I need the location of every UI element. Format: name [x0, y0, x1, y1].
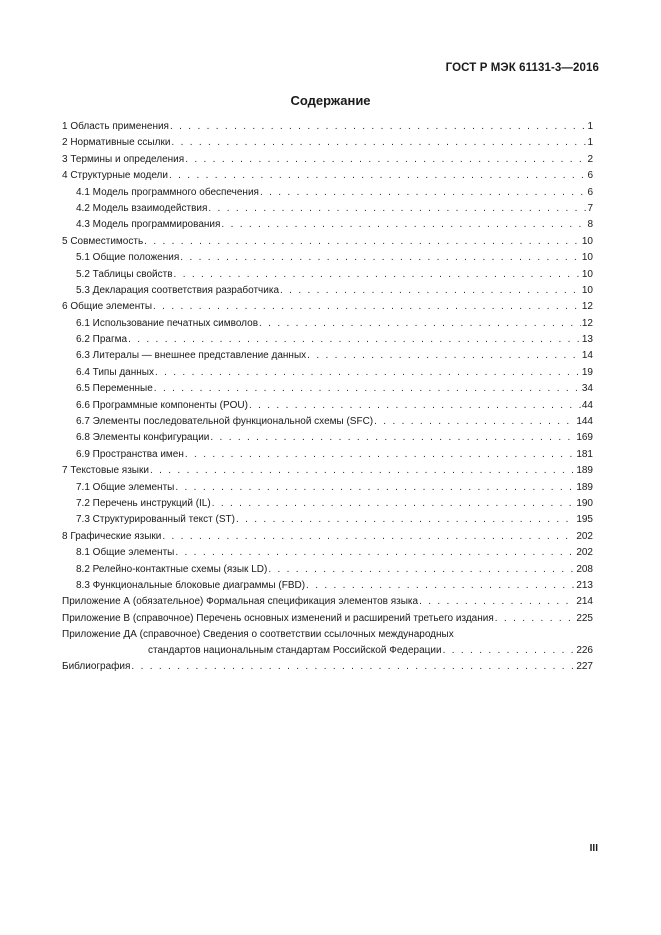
- toc-entry-6-4[interactable]: 6.4 Типы данных . . . 19: [62, 365, 593, 381]
- toc-entry-appendix-a[interactable]: Приложение А (обязательное) Формальная спецификация элементов языка . . . 214: [62, 594, 593, 610]
- toc-entry-appendix-da[interactable]: Приложение ДА (справочное) Сведения о соответствии ссылочных международных стандартов национальным стандартам Российской Федерации . . . 226: [62, 627, 593, 659]
- toc-entry-8[interactable]: 8 Графические языки . . . 202: [62, 529, 593, 545]
- toc-entry-4-2[interactable]: 4.2 Модель взаимодействия . . . 7: [62, 201, 593, 217]
- toc-entry-6-5[interactable]: 6.5 Переменные . . . 34: [62, 381, 593, 397]
- toc-entry-6-1[interactable]: 6.1 Использование печатных символов . . . 12: [62, 316, 593, 332]
- toc-entry-8-3[interactable]: 8.3 Функциональные блоковые диаграммы (FBD) . . . 213: [62, 578, 593, 594]
- toc-entry-5-2[interactable]: 5.2 Таблицы свойств . . . 10: [62, 267, 593, 283]
- toc-entry-8-1[interactable]: 8.1 Общие элементы . . . 202: [62, 545, 593, 561]
- toc-entry-4[interactable]: 4 Структурные модели . . . 6: [62, 168, 593, 184]
- toc-entry-5[interactable]: 5 Совместимость . . . 10: [62, 234, 593, 250]
- toc-entry-2[interactable]: 2 Нормативные ссылки . . . 1: [62, 135, 593, 151]
- toc-entry-6-7[interactable]: 6.7 Элементы последовательной функциональной схемы (SFC) . . . 144: [62, 414, 593, 430]
- toc-entry-5-3[interactable]: 5.3 Декларация соответствия разработчика . . . 10: [62, 283, 593, 299]
- toc-entry-6-8[interactable]: 6.8 Элементы конфигурации . . . 169: [62, 430, 593, 446]
- toc-entry-6-6[interactable]: 6.6 Программные компоненты (POU) . . . 44: [62, 398, 593, 414]
- toc-entry-6[interactable]: 6 Общие элементы . . . 12: [62, 299, 593, 315]
- toc-entry-1[interactable]: 1 Область применения . . . 1: [62, 119, 593, 135]
- toc-entry-6-9[interactable]: 6.9 Пространства имен . . . 181: [62, 447, 593, 463]
- document-code: ГОСТ Р МЭК 61131-3—2016: [445, 62, 599, 74]
- toc-entry-bibliography[interactable]: Библиография . . . 227: [62, 659, 593, 675]
- toc-entry-5-1[interactable]: 5.1 Общие положения . . . 10: [62, 250, 593, 266]
- toc-entry-appendix-b[interactable]: Приложение В (справочное) Перечень основных изменений и расширений третьего издания . . . 225: [62, 611, 593, 627]
- toc-entry-6-3[interactable]: 6.3 Литералы — внешнее представление данных . . . 14: [62, 348, 593, 364]
- page-number: III: [589, 843, 598, 854]
- table-of-contents: [62, 119, 593, 676]
- toc-entry-6-2[interactable]: 6.2 Прагма . . . 13: [62, 332, 593, 348]
- page-title: Содержание: [290, 93, 371, 108]
- toc-entry-7-1[interactable]: 7.1 Общие элементы . . . 189: [62, 480, 593, 496]
- toc-entry-4-3[interactable]: 4.3 Модель программирования . . . 8: [62, 217, 593, 233]
- toc-entry-8-2[interactable]: 8.2 Релейно-контактные схемы (язык LD) . . . 208: [62, 562, 593, 578]
- toc-entry-3[interactable]: 3 Термины и определения . . . 2: [62, 152, 593, 168]
- toc-entry-7-3[interactable]: 7.3 Структурированный текст (ST) . . . 195: [62, 512, 593, 528]
- toc-entry-7-2[interactable]: 7.2 Перечень инструкций (IL) . . . 190: [62, 496, 593, 512]
- toc-entry-4-1[interactable]: 4.1 Модель программного обеспечения . . . 6: [62, 185, 593, 201]
- toc-entry-7[interactable]: 7 Текстовые языки . . . 189: [62, 463, 593, 479]
